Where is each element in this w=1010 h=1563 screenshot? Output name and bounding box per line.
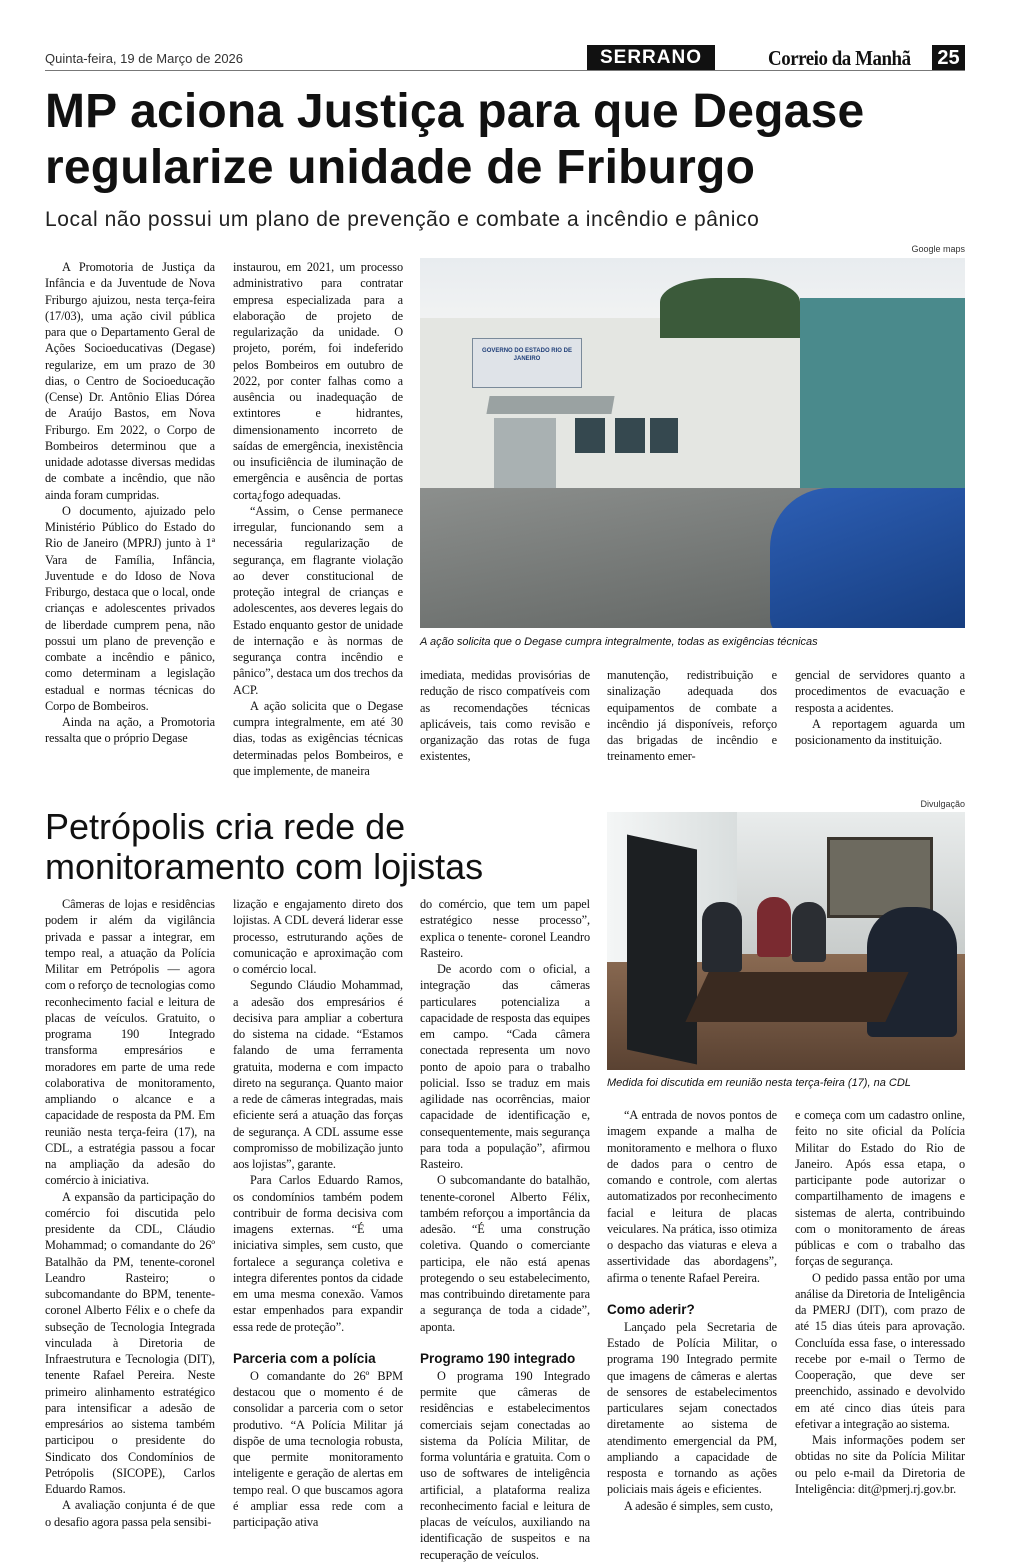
window [575,418,605,453]
section-subheading: Parceria com a polícia [233,1350,376,1366]
body-paragraph: “Assim, o Cense permanece irregular, funcionando sem a necessária regularização de segurança, em flagrante violação ao dever constitucional de proteção integral de crianças e adolescentes, aos deveres legais do Estado enquanto gestor de unidade de internação e às normas de segurança contra incêndio e pânico”, destaca um dos trechos da ACP. [233,503,403,697]
article1-column [233,259,403,779]
person [792,902,826,962]
article2-column [607,1107,777,1514]
body-paragraph: Ainda na ação, a Promotoria ressalta que o próprio Degase [45,715,215,746]
section-subheading: Como aderir? [607,1301,695,1317]
article1-headline: MP aciona Justiça para que Degase regularize unidade de Friburgo [45,85,865,194]
body-paragraph: Câmeras de lojas e residências podem ir além da vigilância privada e passar a integrar, em tempo real, a atuação da Polícia Militar em Petrópolis — agora com o reforço de tecnologias como reconhecimento facial e leitura de placas de veículos. Gratuito, o programa 190 Integrado transforma empresários e moradores em parte de uma rede colaborativa de monitoramento, ampliando o alcance e a capacidade de resposta da PM. Em reunião nesta terça-feira (17), na CDL, a estratégia passou a focar na ampliação da adesão do comércio à iniciativa. [45,897,215,1188]
sign-board: GOVERNO DO ESTADO RIO DE JANEIRO [472,338,582,388]
article1-column [607,667,777,765]
body-paragraph: manutenção, redistribuição e sinalização adequada dos equipamentos de combate a incêndio já disponíveis, reforço das brigadas de incêndio e treinamento emer- [607,668,777,764]
body-paragraph: imediata, medidas provisórias de redução de risco compatíveis com as recomendações técnicas aplicáveis, tais como revisão e organização das rotas de fuga existentes, [420,668,590,764]
body-paragraph: e começa com um cadastro online, feito no site oficial da Polícia Militar do Estado do Rio de Janeiro. Após essa etapa, o participante pode autorizar o compartilhamento de imagens e sistemas de alerta, contribuindo com o monitoramento de áreas públicas e com o trabalho das forças de segurança. [795,1108,965,1269]
body-paragraph: “A entrada de novos pontos de imagem expande a malha de monitoramento e melhora o fluxo de dados para o centro de comando e controle, com alertas automatizados por reconhecimento facial e leitura de placas veiculares. Na prática, isso otimiza o despacho das viaturas e eleva a assertividade das abordagens”, afirma o tenente Rafael Pereira. [607,1108,777,1285]
article2-headline: Petrópolis cria rede de monitoramento com lojistas [45,806,484,887]
window [615,418,645,453]
article2-photo [607,812,965,1070]
article1-photo-credit: Google maps [911,244,965,254]
wall-painting [827,837,933,918]
body-paragraph: O comandante do 26º BPM destacou que o momento é de consolidar a parceria com o setor produtivo. “A Polícia Militar já dispõe de uma tecnologia robusta, que permite monitoramento inteligente e geração de alertas em tempo real. O que buscamos agora é ampliar essa rede com a participação ativa [233,1368,403,1529]
article1-subheadline: Local não possui um plano de prevenção e combate a incêndio e pânico [45,208,760,231]
tree [660,278,800,338]
section-subheading: Programo 190 integrado [420,1350,576,1366]
body-paragraph: A expansão da participação do comércio foi discutida pelo presidente da CDL, Cláudio Mohammad; o comandante do 26º Batalhão da PM, tenente-coronel Leandro Rasteiro; o subcomandante do BPM, tenente-coronel Alberto Félix e o chefe da subseção de Tecnologia Integrada vinculada à Diretoria de Infraestrutura e Tecnologia (DIT), tenente Rafael Pereira. Neste primeiro alinhamento estratégico para intensificar a adesão de empresários ao sistema também participou o presidente do Sindicato dos Condomínios de Petrópolis (SICOPE), Carlos Eduardo Ramos. [45,1189,215,1496]
body-paragraph: O programa 190 Integrado permite que câmeras de residências e estabelecimentos comerciais sejam conectadas ao sistema da Polícia Militar, de forma voluntária e gratuita. Com o uso de softwares de inteligência artificial, a plataforma realiza reconhecimento facial e leitura de placas de veículos, auxiliando na identificação de suspeitos e na recuperação de veículos. [420,1368,590,1562]
body-paragraph: De acordo com o oficial, a integração das câmeras particulares potencializa a capacidade de resposta das equipes em campo. “Cada câmera conectada representa um novo ponto de apoio para o trabalho policial. Isso se traduz em mais agilidade nas ocorrências, maior capacidade de identificação e, consequentemente, mais segurança para toda a população”, afirmou Rasteiro. [420,962,590,1171]
article2-column [795,1107,965,1497]
body-paragraph: do comércio, que tem um papel estratégico nesse processo”, explica o tenente- coronel Leandro Rasteiro. [420,897,590,960]
header-divider [45,70,965,71]
article2-column [45,896,215,1530]
body-paragraph: A adesão é simples, sem custo, [624,1498,773,1513]
blue-car [770,488,965,628]
body-paragraph: O subcomandante do batalhão, tenente-coronel Alberto Félix, também reforçou a importância da adesão. “É uma construção coletiva. Quando o comerciante participa, ele não está apenas protegendo o seu estabelecimento, mas contribuindo diretamente para a segurança de toda a cidade”, aponta. [420,1173,590,1334]
body-paragraph: A ação solicita que o Degase cumpra integralmente, em até 30 dias, todas as exigências técnicas determinadas pelos Bombeiros, e que implemente, de maneira [233,698,403,778]
body-paragraph: O documento, ajuizado pelo Ministério Público do Estado do Rio de Janeiro (MPRJ) junto à 1ª Vara de Família, Infância, Juventude e do Idoso de Nova Friburgo, destaca que o local, onde crianças e adolescentes privados de liberdade cumprem pena, não possui um plano de prevenção e combate a incêndio e pânico, como determinam a legislação estadual e normas técnicas do Corpo de Bombeiros. [45,503,215,713]
window [650,418,678,453]
newspaper-name: Correio da Manhã [768,46,911,70]
body-paragraph: gencial de servidores quanto a procedimentos de evacuação e resposta a acidentes. [795,668,965,715]
section-label: SERRANO [587,45,715,71]
body-paragraph: O pedido passa então por uma análise da Diretoria de Inteligência da PMERJ (DIT), com prazo de até 15 dias úteis para aprovação. Concluída essa fase, o interessado recebe por e-mail o Termo de Cooperação, que deve ser preenchido, assinado e devolvido em até cinco dias úteis para efetivar a integração ao sistema. [795,1270,965,1431]
article2-column [420,896,590,1563]
article2-photo-credit: Divulgação [920,799,965,809]
body-paragraph: Lançado pela Secretaria de Estado de Polícia Militar, o programa 190 Integrado permite que imagens de câmeras e alertas de sensores de estabelecimentos particulares sejam conectados diretamente ao sistema de atendimento emergencial da PM, ampliando a capacidade de resposta e tornando as ações policiais mais ágeis e eficientes. [607,1319,777,1497]
body-paragraph: A avaliação conjunta é de que o desafio agora passa pela sensibi- [45,1498,215,1529]
article1-photo [420,258,965,628]
body-paragraph: Segundo Cláudio Mohammad, a adesão dos empresários é decisiva para ampliar a cobertura do sistema na cidade. “Estamos falando de uma ferramenta gratuita, moderna e com impacto direto na segurança. Quanto maior a rede de câmeras integradas, mais eficiente será a atuação das forças de segurança. A CDL assume esse compromisso de mobilização junto aos lojistas”, garante. [233,978,403,1171]
body-paragraph: Mais informações podem ser obtidas no site da Polícia Militar ou pelo e-mail da Diretoria de Inteligência: dit@pmerj.rj.gov.br. [795,1433,965,1496]
edition-date: Quinta-feira, 19 de Março de 2026 [45,51,244,66]
awning [486,396,614,414]
article1-column [795,667,965,748]
article2-photo-caption: Medida foi discutida em reunião nesta terça-feira (17), na CDL [607,1077,911,1089]
article1-column [420,667,590,765]
body-paragraph: lização e engajamento direto dos lojistas. A CDL deverá liderar esse processo, estruturando ações de comunicação e aproximação com o comércio local. [233,897,403,976]
article1-column [45,259,215,747]
person [702,902,742,972]
body-paragraph: instaurou, em 2021, um processo administrativo para contratar empresa especializada para a elaboração de projeto de regularização da unidade. O projeto, porém, foi indeferido pelos Bombeiros em outubro de 2022, por conter falhas como a ausência ou inadequação de extintores e hidrantes, dimensionamento incorreto de saídas de emergência, inexistência ou insuficiência de iluminação de emergência e ausência de portas corta¿fogo adequadas. [233,260,403,502]
article2-column [233,896,403,1530]
body-paragraph: A reportagem aguarda um posicionamento da instituição. [795,716,965,747]
article1-photo-caption: A ação solicita que o Degase cumpra integralmente, todas as exigências técnicas [420,636,818,648]
page-number: 25 [932,45,965,71]
body-paragraph: Para Carlos Eduardo Ramos, os condomínios também podem contribuir de forma decisiva com imagens externas. “É uma iniciativa simples, sem custo, que fortalece a segurança coletiva e integra diferentes pontos da cidade em uma mesma conexão. Vamos estar empenhados para expandir essa rede de proteção”. [233,1173,403,1334]
body-paragraph: A Promotoria de Justiça da Infância e da Juventude de Nova Friburgo ajuizou, nesta terça-feira (17/03), uma ação civil pública para que o Departamento Geral de Ações Socioeducativas (Degase) regularize, em um prazo de 30 dias, o Centro de Socioeducação (Cense) Dr. Antônio Elias Dórea de Araújo Bastos, em Nova Friburgo. Em 2022, o Corpo de Bombeiros determinou que a unidade adotasse diversas medidas de combate a incêndio, que não ainda foram cumpridas. [45,260,215,502]
meeting-table [685,972,908,1022]
person [757,897,791,957]
teal-building [800,298,965,488]
tv-screen [627,835,697,1065]
